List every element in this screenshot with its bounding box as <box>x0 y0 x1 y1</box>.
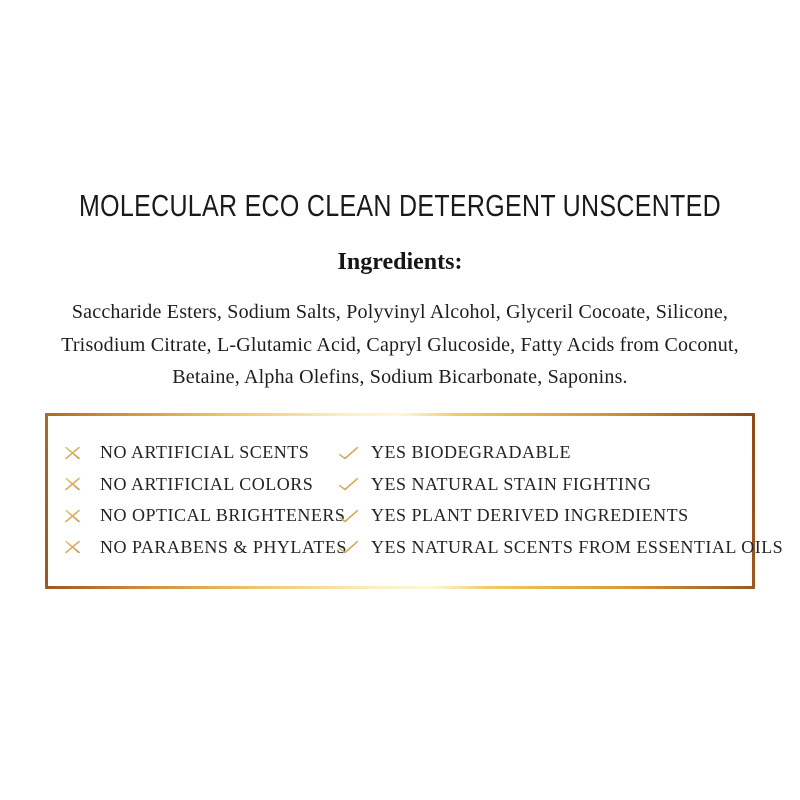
x-mark-icon <box>64 509 81 523</box>
yes-claims-column <box>326 416 783 586</box>
ingredients-heading: Ingredients: <box>337 249 463 275</box>
claim-label: YES BIODEGRADABLE <box>371 442 571 463</box>
check-icon <box>338 509 359 523</box>
x-mark-icon <box>64 446 81 460</box>
claim-label: YES PLANT DERIVED INGREDIENTS <box>371 505 689 526</box>
claims-box <box>48 416 784 586</box>
claim-label: YES NATURAL STAIN FIGHTING <box>371 473 652 494</box>
claim-label: NO ARTIFICIAL SCENTS <box>100 442 310 463</box>
ingredients-list <box>0 296 800 394</box>
claim-row <box>64 500 346 532</box>
claim-label: NO PARABENS & PHYLATES <box>100 536 347 557</box>
ingredients-line: Trisodium Citrate, L-Glutamic Acid, Capryl Glucoside, Fatty Acids from Coconut, <box>61 333 739 356</box>
claim-label: YES NATURAL SCENTS FROM ESSENTIAL OILS <box>371 536 784 557</box>
ingredients-line: Saccharide Esters, Sodium Salts, Polyvinyl Alcohol, Glyceril Cocoate, Silicone, <box>71 301 729 323</box>
claim-label: NO ARTIFICIAL COLORS <box>100 473 314 494</box>
x-mark-icon <box>64 540 81 554</box>
claim-row <box>338 469 783 501</box>
claim-row <box>64 469 326 501</box>
check-icon <box>338 477 359 491</box>
ingredients-line: Betaine, Alpha Olefins, Sodium Bicarbonate, Saponins. <box>172 366 628 388</box>
page-title: MOLECULAR ECO CLEAN DETERGENT UNSCENTED <box>79 189 721 224</box>
no-claims-column <box>48 416 347 586</box>
check-icon <box>338 540 359 554</box>
claim-row <box>338 532 783 564</box>
claim-label: NO OPTICAL BRIGHTENERS <box>100 505 346 526</box>
claim-row <box>64 532 347 564</box>
claims-box-border <box>45 413 784 589</box>
check-icon <box>338 446 359 460</box>
claim-row <box>338 437 783 469</box>
x-mark-icon <box>64 477 81 491</box>
claim-row <box>64 437 326 469</box>
claim-row <box>338 500 783 532</box>
